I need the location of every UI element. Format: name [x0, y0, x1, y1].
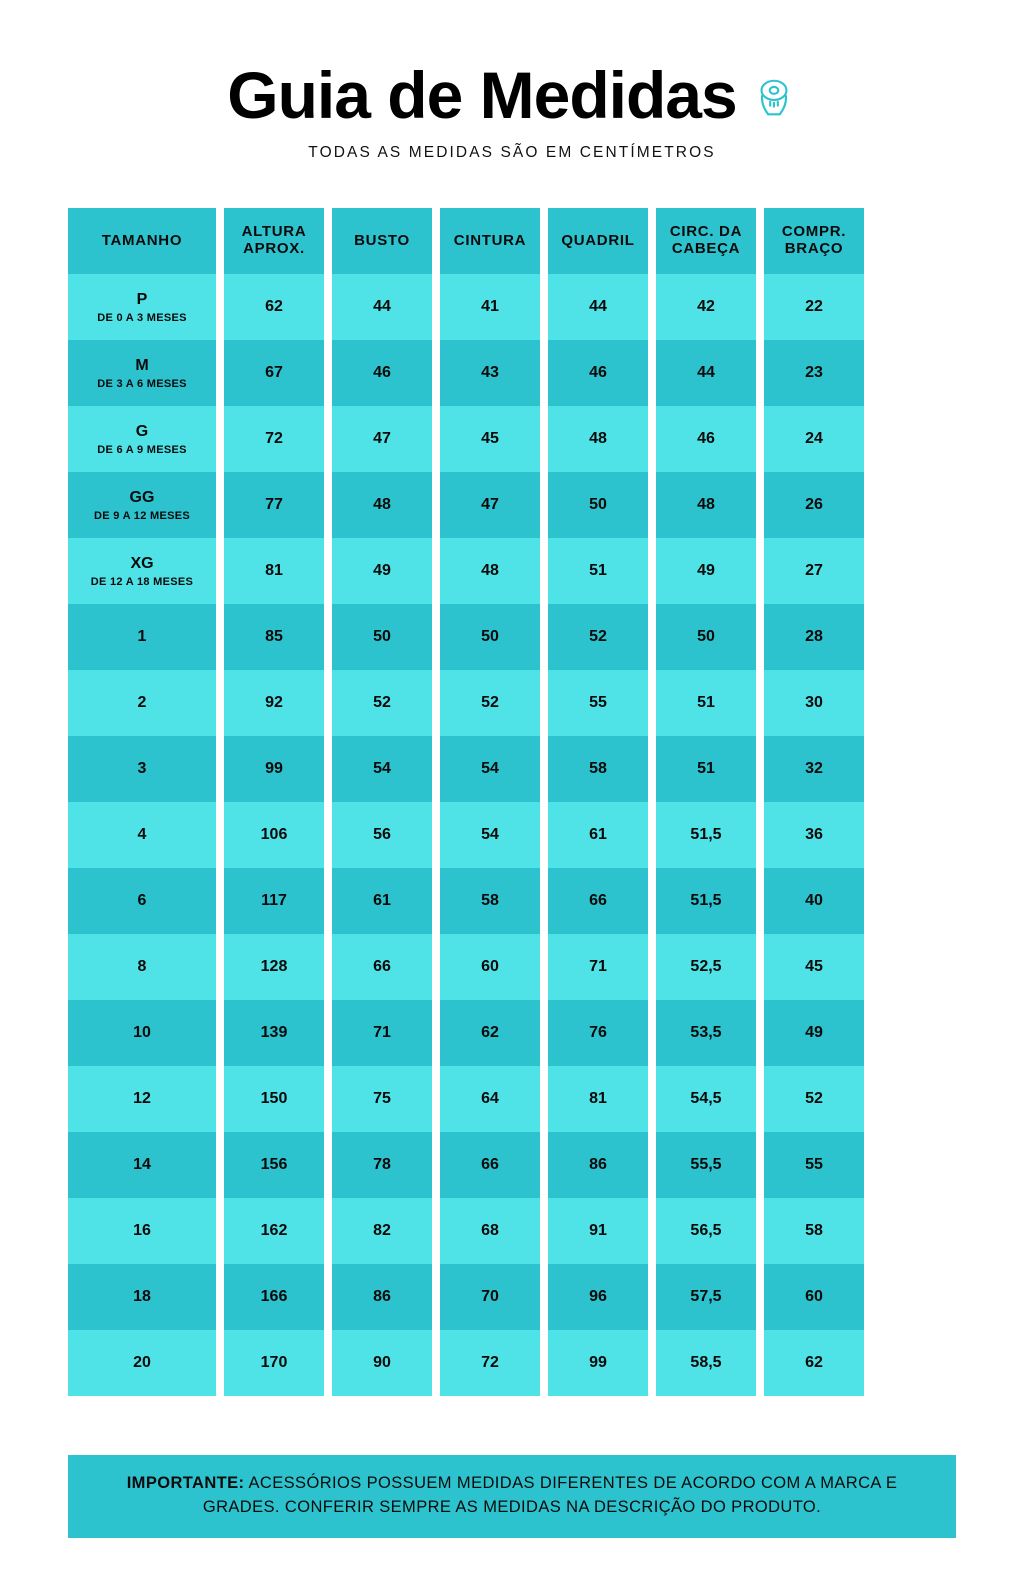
size-label: 14 [133, 1156, 151, 1173]
table-cell-cintura: 70 [440, 1264, 540, 1330]
table-cell-cintura: 54 [440, 802, 540, 868]
table-cell-altura: 150 [224, 1066, 324, 1132]
table-cell-braco: 26 [764, 472, 864, 538]
table-cell-quadril: 44 [548, 274, 648, 340]
title-row [0, 58, 1024, 132]
table-cell-braco: 27 [764, 538, 864, 604]
measuring-tape-icon [751, 75, 797, 121]
table-cell-quadril: 99 [548, 1330, 648, 1396]
age-range-label: DE 9 A 12 MESES [94, 509, 190, 522]
column-circ-cabeca [656, 208, 756, 1396]
table-cell-altura: 117 [224, 868, 324, 934]
table-cell-braco: 23 [764, 340, 864, 406]
table-cell-braco: 40 [764, 868, 864, 934]
table-cell-busto: 71 [332, 1000, 432, 1066]
table-cell-braco: 58 [764, 1198, 864, 1264]
table-cell-braco: 62 [764, 1330, 864, 1396]
table-cell-busto: 48 [332, 472, 432, 538]
table-cell-quadril: 61 [548, 802, 648, 868]
table-cell-cintura: 60 [440, 934, 540, 1000]
table-cell-braco: 28 [764, 604, 864, 670]
table-cell-tamanho [68, 868, 216, 934]
table-cell-cabeca: 56,5 [656, 1198, 756, 1264]
table-cell-braco: 30 [764, 670, 864, 736]
size-label: 8 [137, 958, 147, 975]
table-cell-cintura: 50 [440, 604, 540, 670]
table-cell-altura: 139 [224, 1000, 324, 1066]
column-body-compr-braco [764, 274, 864, 1396]
size-label: XG [130, 554, 154, 572]
table-cell-busto: 52 [332, 670, 432, 736]
table-cell-braco: 22 [764, 274, 864, 340]
measurements-table [0, 208, 1024, 1396]
column-header-cintura: CINTURA [440, 208, 540, 274]
table-cell-cabeca: 51 [656, 736, 756, 802]
important-note [68, 1455, 956, 1539]
column-body-tamanho [68, 274, 216, 1396]
table-cell-busto: 75 [332, 1066, 432, 1132]
column-cintura [440, 208, 540, 1396]
table-cell-busto: 86 [332, 1264, 432, 1330]
page-title: Guia de Medidas [227, 58, 737, 132]
table-cell-quadril: 66 [548, 868, 648, 934]
column-body-cintura [440, 274, 540, 1396]
table-cell-quadril: 91 [548, 1198, 648, 1264]
size-label: P [136, 290, 148, 308]
table-cell-altura: 72 [224, 406, 324, 472]
table-cell-busto: 49 [332, 538, 432, 604]
table-cell-tamanho [68, 934, 216, 1000]
table-cell-cintura: 52 [440, 670, 540, 736]
column-tamanho [68, 208, 216, 1396]
table-cell-tamanho [68, 604, 216, 670]
column-quadril [548, 208, 648, 1396]
table-cell-quadril: 76 [548, 1000, 648, 1066]
table-cell-cabeca: 54,5 [656, 1066, 756, 1132]
table-cell-altura: 85 [224, 604, 324, 670]
table-cell-altura: 77 [224, 472, 324, 538]
table-cell-quadril: 81 [548, 1066, 648, 1132]
table-cell-busto: 47 [332, 406, 432, 472]
table-cell-braco: 32 [764, 736, 864, 802]
size-label: GG [129, 488, 155, 506]
age-range-label: DE 6 A 9 MESES [97, 443, 187, 456]
column-body-busto [332, 274, 432, 1396]
table-cell-quadril: 48 [548, 406, 648, 472]
table-cell-cintura: 62 [440, 1000, 540, 1066]
table-cell-quadril: 46 [548, 340, 648, 406]
size-label: 4 [137, 826, 147, 843]
table-cell-altura: 162 [224, 1198, 324, 1264]
size-label: G [135, 422, 149, 440]
table-cell-busto: 78 [332, 1132, 432, 1198]
column-body-quadril [548, 274, 648, 1396]
table-cell-cintura: 43 [440, 340, 540, 406]
table-cell-cabeca: 44 [656, 340, 756, 406]
table-cell-braco: 36 [764, 802, 864, 868]
page-header [0, 0, 1024, 162]
table-cell-tamanho [68, 406, 216, 472]
table-cell-altura: 99 [224, 736, 324, 802]
table-cell-braco: 24 [764, 406, 864, 472]
table-cell-tamanho [68, 736, 216, 802]
table-cell-altura: 62 [224, 274, 324, 340]
table-cell-braco: 60 [764, 1264, 864, 1330]
table-cell-cabeca: 53,5 [656, 1000, 756, 1066]
table-cell-busto: 90 [332, 1330, 432, 1396]
table-cell-tamanho [68, 274, 216, 340]
table-cell-busto: 54 [332, 736, 432, 802]
size-label: M [135, 356, 149, 374]
table-cell-quadril: 55 [548, 670, 648, 736]
size-label: 6 [137, 892, 147, 909]
table-cell-cabeca: 55,5 [656, 1132, 756, 1198]
size-label: 1 [137, 628, 147, 645]
column-body-circ-cabeca [656, 274, 756, 1396]
table-cell-cabeca: 58,5 [656, 1330, 756, 1396]
table-cell-braco: 55 [764, 1132, 864, 1198]
size-label: 16 [133, 1222, 151, 1239]
column-header-tamanho: TAMANHO [68, 208, 216, 274]
table-cell-altura: 67 [224, 340, 324, 406]
table-cell-tamanho [68, 538, 216, 604]
table-cell-busto: 66 [332, 934, 432, 1000]
table-cell-altura: 166 [224, 1264, 324, 1330]
table-cell-cintura: 72 [440, 1330, 540, 1396]
table-cell-cintura: 64 [440, 1066, 540, 1132]
table-cell-busto: 61 [332, 868, 432, 934]
table-cell-busto: 50 [332, 604, 432, 670]
table-cell-busto: 56 [332, 802, 432, 868]
table-cell-cintura: 66 [440, 1132, 540, 1198]
column-body-altura [224, 274, 324, 1396]
table-cell-cintura: 68 [440, 1198, 540, 1264]
table-cell-tamanho [68, 802, 216, 868]
table-cell-braco: 52 [764, 1066, 864, 1132]
column-compr-braco [764, 208, 864, 1396]
table-cell-cabeca: 51 [656, 670, 756, 736]
table-cell-altura: 92 [224, 670, 324, 736]
size-label: 10 [133, 1024, 151, 1041]
table-cell-cabeca: 51,5 [656, 802, 756, 868]
column-header-quadril: QUADRIL [548, 208, 648, 274]
table-cell-tamanho [68, 670, 216, 736]
column-header-altura: ALTURA APROX. [224, 208, 324, 274]
table-cell-cabeca: 48 [656, 472, 756, 538]
table-cell-cabeca: 46 [656, 406, 756, 472]
page-subtitle: TODAS AS MEDIDAS SÃO EM CENTÍMETROS [308, 144, 716, 161]
table-cell-tamanho [68, 1264, 216, 1330]
table-cell-busto: 82 [332, 1198, 432, 1264]
size-label: 20 [133, 1354, 151, 1371]
table-cell-cabeca: 51,5 [656, 868, 756, 934]
table-cell-quadril: 52 [548, 604, 648, 670]
table-cell-altura: 106 [224, 802, 324, 868]
size-label: 3 [137, 760, 147, 777]
column-header-compr-braco: COMPR. BRAÇO [764, 208, 864, 274]
table-cell-cabeca: 42 [656, 274, 756, 340]
column-altura [224, 208, 324, 1396]
size-label: 2 [137, 694, 147, 711]
age-range-label: DE 3 A 6 MESES [97, 377, 187, 390]
table-cell-quadril: 58 [548, 736, 648, 802]
table-cell-cintura: 45 [440, 406, 540, 472]
table-cell-cintura: 48 [440, 538, 540, 604]
table-cell-tamanho [68, 1000, 216, 1066]
table-cell-tamanho [68, 472, 216, 538]
important-note-label: IMPORTANTE: [126, 1473, 245, 1492]
table-cell-braco: 49 [764, 1000, 864, 1066]
table-cell-tamanho [68, 1198, 216, 1264]
table-cell-busto: 44 [332, 274, 432, 340]
table-cell-cabeca: 49 [656, 538, 756, 604]
table-cell-tamanho [68, 340, 216, 406]
important-note-text: ACESSÓRIOS POSSUEM MEDIDAS DIFERENTES DE ACORDO COM A MARCA E GRADES. CONFERIR SEMPRE AS MEDIDAS NA DESCRIÇÃO DO PRODUTO. [202, 1473, 898, 1517]
table-cell-cintura: 41 [440, 274, 540, 340]
table-cell-cabeca: 50 [656, 604, 756, 670]
size-label: 18 [133, 1288, 151, 1305]
age-range-label: DE 12 A 18 MESES [90, 575, 194, 588]
table-cell-altura: 170 [224, 1330, 324, 1396]
table-cell-altura: 128 [224, 934, 324, 1000]
table-cell-tamanho [68, 1132, 216, 1198]
table-cell-cabeca: 52,5 [656, 934, 756, 1000]
table-cell-cintura: 47 [440, 472, 540, 538]
table-cell-busto: 46 [332, 340, 432, 406]
column-header-busto: BUSTO [332, 208, 432, 274]
table-cell-cabeca: 57,5 [656, 1264, 756, 1330]
table-cell-tamanho [68, 1066, 216, 1132]
table-cell-altura: 81 [224, 538, 324, 604]
table-cell-cintura: 54 [440, 736, 540, 802]
table-cell-quadril: 86 [548, 1132, 648, 1198]
table-cell-quadril: 50 [548, 472, 648, 538]
table-cell-quadril: 71 [548, 934, 648, 1000]
column-busto [332, 208, 432, 1396]
table-cell-quadril: 96 [548, 1264, 648, 1330]
table-cell-cintura: 58 [440, 868, 540, 934]
table-cell-braco: 45 [764, 934, 864, 1000]
table-cell-altura: 156 [224, 1132, 324, 1198]
table-cell-tamanho [68, 1330, 216, 1396]
table-cell-quadril: 51 [548, 538, 648, 604]
column-header-circ-cabeca: CIRC. DA CABEÇA [656, 208, 756, 274]
size-label: 12 [133, 1090, 151, 1107]
age-range-label: DE 0 A 3 MESES [97, 311, 187, 324]
